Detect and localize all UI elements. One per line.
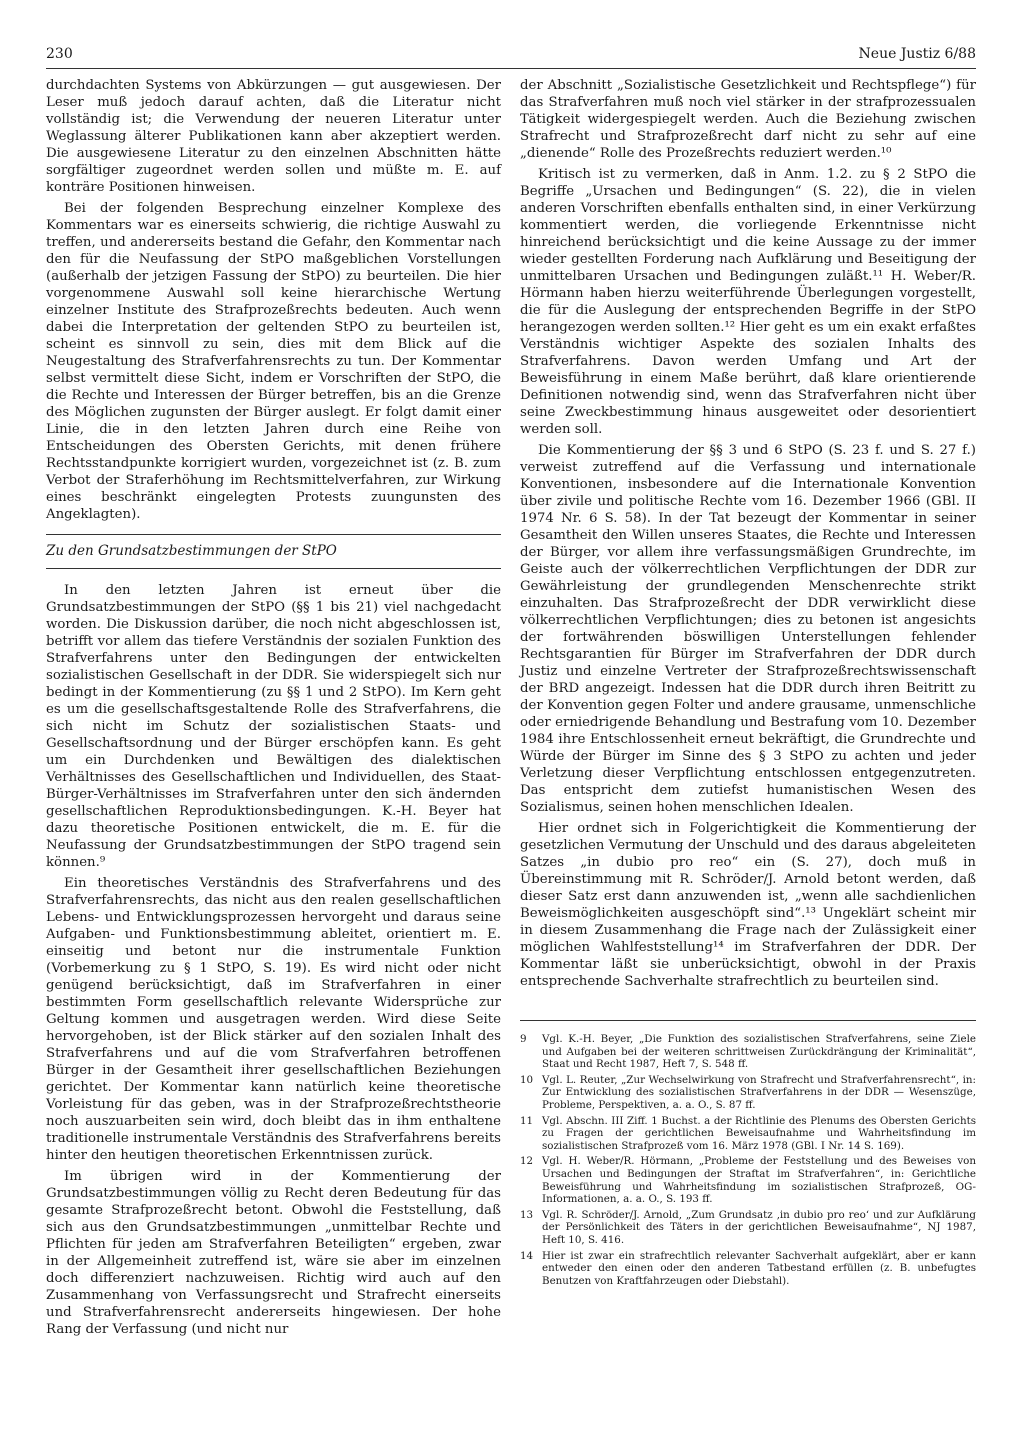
paragraph: Kritisch ist zu vermerken, daß in Anm. 1.2. zu § 2 StPO die Begriffe „Ursachen und Bedingungen“ (S. 22), die in vielen anderen Vorschriften ebenfalls enthalten sind, in einer Verkürzung kommentiert werden, die vorliegende Erkenntnisse nicht hinreichend berücksichtigt und die keine Aussage zu der immer wieder gestellten Forderung nach Aufklärung und Beseitigung der unmittelbaren Ursachen und Bedingungen zuläßt.¹¹ H. Weber/R. Hörmann haben hierzu weiterführende Überlegungen vorgestellt, die für die Auslegung der entsprechenden Begriffe in der StPO herangezogen werden sollten.¹² Hier geht es um ein exakt erfaßtes Verständnis wichtiger Aspekte des sozialen Inhalts des Strafverfahrens. Davon werden Umfang und Art der Beweisführung in einem Maße berührt, daß klare orientierende Definitionen notwendig sind, wenn das Strafverfahren nicht über seine Zweckbestimmung hinaus ausgeweitet oder desorientiert werden soll.	[520, 167, 976, 437]
footnote-text: Vgl. Abschn. III Ziff. 1 Buchst. a der Richtlinie des Plenums des Obersten Gerichts zu Fragen der gerichtlichen Beweisaufnahme und Wahrheitsfindung im sozialistischen Strafprozeß vom 16. März 1978 (GBl. I Nr. 14 S. 169).	[542, 1114, 976, 1152]
paragraph: Hier ordnet sich in Folgerichtigkeit die Kommentierung der gesetzlichen Vermutung der Unschuld und des daraus abgeleiteten Satzes „in dubio pro reo“ ein (S. 27), doch muß in Übereinstimmung mit R. Schröder/J. Arnold betont werden, daß dieser Satz erst dann anzuwenden ist, „wenn alle sachdienlichen Beweismöglichkeiten ausgeschöpft sind“.¹³ Ungeklärt scheint mir in diesem Zusammenhang die Frage nach der Zulässigkeit einer möglichen Wahlfeststellung¹⁴ im Strafverfahren der DDR. Der Kommentar läßt sie unberücksichtigt, obwohl in der Praxis entsprechende Sachverhalte strafrechtlich zu beurteilen sind.	[520, 821, 976, 989]
paragraph: In den letzten Jahren ist erneut über die Grundsatzbestimmungen der StPO (§§ 1 bis 21) viel nachgedacht worden. Die Diskussion darüber, die noch nicht abgeschlossen ist, betrifft vor allem das tiefere Verständnis der sozialen Funktion des Strafverfahrens unter den Bedingungen der entwickelten sozialistischen Gesellschaft in der DDR. Sie widerspiegelt sich nur bedingt in der Kommentierung (zu §§ 1 und 2 StPO). Im Kern geht es um die gesellschaftsgestaltende Rolle des Strafverfahrens, die sich nicht im Schutz der sozialistischen Staats- und Gesellschaftsordnung und der Bürger erschöpfen kann. Es geht um ein Durchdenken und Bewältigen des dialektischen Verhältnisses des Gesellschaftlichen und Individuellen, des Staat-Bürger-Verhältnisses im Strafverfahren unter den sich ändernden gesellschaftlichen Reproduktionsbedingungen. K.-H. Beyer hat dazu theoretische Positionen entwickelt, die m. E. für die Neufassung der Grundsatzbestimmungen der StPO tragend sein können.⁹	[46, 583, 501, 870]
footnote-rule	[520, 1020, 976, 1021]
footnote	[520, 1155, 976, 1205]
footnote	[520, 1115, 976, 1153]
paragraph: Die Kommentierung der §§ 3 und 6 StPO (S. 23 f. und S. 27 f.) verweist zutreffend auf die Verfassung und internationale Konventionen, insbesondere auf die Internationale Konvention über zivile und politische Rechte vom 16. Dezember 1966 (GBl. II 1974 Nr. 6 S. 58). In der Tat bezeugt der Kommentar in seiner Gesamtheit den Willen unseres Staates, die Rechte und Interessen der Bürger, vor allem ihre verfassungsmäßigen Grundrechte, im Geiste auch der völkerrechtlichen Verpflichtungen der DDR zur Gewährleistung der grundlegenden Menschenrechte strikt einzuhalten. Das Strafprozeßrecht der DDR verwirklicht diese völkerrechtlichen Verpflichtungen; dies zu betonen ist angesichts der fortwährenden böswilligen Unterstellungen fehlender Rechtsgarantien für Bürger im Strafverfahren der DDR durch Justiz und einzelne Vertreter der Strafprozeßrechtswissenschaft der BRD angezeigt. Indessen hat die DDR durch ihren Beitritt zu der Konvention gegen Folter und andere grausame, unmenschliche oder erniedrigende Behandlung und Bestrafung vom 10. Dezember 1984 ihre Entschlossenheit erneut bekräftigt, die Grundrechte und Würde der Bürger im Sinne des § 3 StPO zu achten und jeder Verletzung dieser Verpflichtung entschlossen entgegenzutreten. Das entspricht dem zutiefst humanistischen Wesen des Sozialismus, seinen hohen menschlichen Idealen.	[520, 443, 976, 815]
footnote	[520, 1033, 976, 1071]
page-number: 230	[46, 46, 73, 62]
right-column	[520, 77, 976, 1290]
paragraph: Im übrigen wird in der Kommentierung der Grundsatzbestimmungen völlig zu Recht deren Bedeutung für das gesamte Strafprozeßrecht betont. Obwohl die Feststellung, daß sich aus den Grundsatzbestimmungen „unmittelbar Rechte und Pflichten für jeden am Strafverfahren Beteiligten“ ergeben, zwar in der Allgemeinheit zutreffend ist, wäre sie aber im einzelnen doch differenziert nachzuweisen. Richtig wird auch auf den Zusammenhang von Verfassungsrecht und Strafrecht einerseits und Strafverfahrensrecht andererseits hingewiesen. Der hohe Rang der Verfassung (und nicht nur	[46, 1169, 501, 1337]
footnote	[520, 1209, 976, 1247]
paragraph: Ein theoretisches Verständnis des Strafverfahrens und des Strafverfahrensrechts, das nicht aus den realen gesellschaftlichen Lebens- und Entwicklungsprozessen hervorgeht und daraus seine Aufgaben- und Funktionsbestimmung ableitet, orientiert m. E. einseitig und betont nur die instrumentale Funktion (Vorbemerkung zu § 1 StPO, S. 19). Es wird nicht oder nicht genügend berücksichtigt, daß im Strafverfahren in einer bestimmten Form gesellschaftlich relevante Widersprüche zur Geltung kommen und ausgetragen werden. Wird diese Seite hervorgehoben, ist der Blick stärker auf den sozialen Inhalt des Strafverfahrens und auf die vom Strafverfahren betroffenen Bürger in der Gesamtheit ihrer gesellschaftlichen Beziehungen gerichtet. Der Kommentar kann natürlich keine theoretische Vorleistung für das geben, was in der Strafprozeßrechtstheorie noch auszuarbeiten sein wird, doch bleibt das in ihm enthaltene traditionelle instrumentale Verständnis des Strafverfahrens bereits hinter den heutigen theoretischen Erkenntnissen zurück.	[46, 876, 501, 1163]
journal-issue: Neue Justiz 6/88	[858, 46, 976, 62]
footnote-text: Vgl. R. Schröder/J. Arnold, „Zum Grundsatz ‚in dubio pro reo‘ und zur Aufklärung der Persönlichkeit des Täters in der gerichtlichen Beweisaufnahme“, NJ 1987, Heft 10, S. 416.	[542, 1208, 976, 1246]
section-rule	[46, 568, 501, 569]
footnote	[520, 1250, 976, 1288]
footnote-number: 11	[520, 1114, 534, 1127]
section-rule	[46, 534, 501, 535]
section-heading: Zu den Grundsatzbestimmungen der StPO	[46, 543, 337, 559]
footnote-number: 12	[520, 1155, 534, 1168]
footnote-number: 9	[520, 1033, 527, 1045]
left-column	[46, 77, 501, 1342]
paragraph: der Abschnitt „Sozialistische Gesetzlichkeit und Rechtspflege“) für das Strafverfahren muß noch viel stärker in der strafprozessualen Tätigkeit widergespiegelt werden. Auch die Beziehung zwischen Strafrecht und Strafprozeßrecht darf nicht zu sehr auf eine „dienende“ Rolle des Prozeßrechts reduziert werden.¹⁰	[520, 78, 976, 161]
footnote-text: Hier ist zwar ein strafrechtlich relevanter Sachverhalt aufgeklärt, aber er kann entweder den einen oder den anderen Tatbestand erfüllen (z. B. unbefugtes Benutzen von Kraftfahrzeugen oder Diebstahl).	[542, 1249, 976, 1287]
header-rule	[46, 68, 976, 69]
footnote-text: Vgl. L. Reuter, „Zur Wechselwirkung von Strafrecht und Strafverfahrensrecht“, in: Zur Entwicklung des sozialistischen Strafverfahrens in der DDR — Wesenszüge, Probleme, Perspektiven, a. a. O., S. 87 ff.	[542, 1073, 976, 1111]
paragraph: Bei der folgenden Besprechung einzelner Komplexe des Kommentars war es einerseits schwierig, die richtige Auswahl zu treffen, und andererseits bestand die Gefahr, den Kommentar nach den für die Neufassung der StPO maßgeblichen Vorstellungen (außerhalb der jetzigen Fassung der StPO) zu beurteilen. Die hier vorgenommene Auswahl soll keine hierarchische Wertung einzelner Institute des Strafprozeßrechts bedeuten. Auch wenn dabei die Interpretation der geltenden StPO zu beurteilen ist, scheint es sinnvoll zu sein, dies mit dem Blick auf die Neugestaltung des Strafverfahrensrechts zu tun. Der Kommentar selbst vermittelt diese Sicht, indem er Vorschriften der StPO, die die Rechte und Interessen der Bürger betreffen, bis an die Grenze des Möglichen zugunsten der Bürger auslegt. Er folgt damit einer Linie, die in den letzten Jahren durch eine Reihe von Entscheidungen des Obersten Gerichts, mit denen frühere Rechtsstandpunkte korrigiert wurden, vorgezeichnet ist (z. B. zum Verbot der Straferhöhung im Rechtsmittelverfahren, zur Wirkung eines beschränkt eingelegten Protests zuungunsten des Angeklagten).	[46, 201, 501, 522]
footnote-number: 14	[520, 1249, 534, 1262]
footnote-number: 10	[520, 1073, 534, 1086]
footnote	[520, 1074, 976, 1112]
footnote-number: 13	[520, 1208, 534, 1221]
footnote-text: Vgl. K.-H. Beyer, „Die Funktion des sozialistischen Strafverfahrens, seine Ziele und Aufgaben bei der weiteren schrittweisen Zurückdrängung der Kriminalität“, Staat und Recht 1987, Heft 7, S. 548 ff.	[542, 1033, 976, 1071]
page-header	[46, 46, 976, 68]
footnote-text: Vgl. H. Weber/R. Hörmann, „Probleme der Feststellung und des Beweises von Ursachen und Bedingungen der Straftat im Strafverfahren“, in: Gerichtliche Beweisführung und Wahrheitsfindung im sozialistischen Strafprozeß, OG-Informationen, a. a. O., S. 193 ff.	[542, 1155, 976, 1206]
paragraph: durchdachten Systems von Abkürzungen — gut ausgewiesen. Der Leser muß jedoch darauf achten, daß die Literatur nicht vollständig ist; die Verwendung der neueren Literatur unter Weglassung älterer Publikationen kann aber akzeptiert werden. Die ausgewiesene Literatur zu den einzelnen Abschnitten hätte sorgfältiger zugeordnet werden sollen und müßte m. E. auf konträre Positionen hinweisen.	[46, 78, 501, 195]
